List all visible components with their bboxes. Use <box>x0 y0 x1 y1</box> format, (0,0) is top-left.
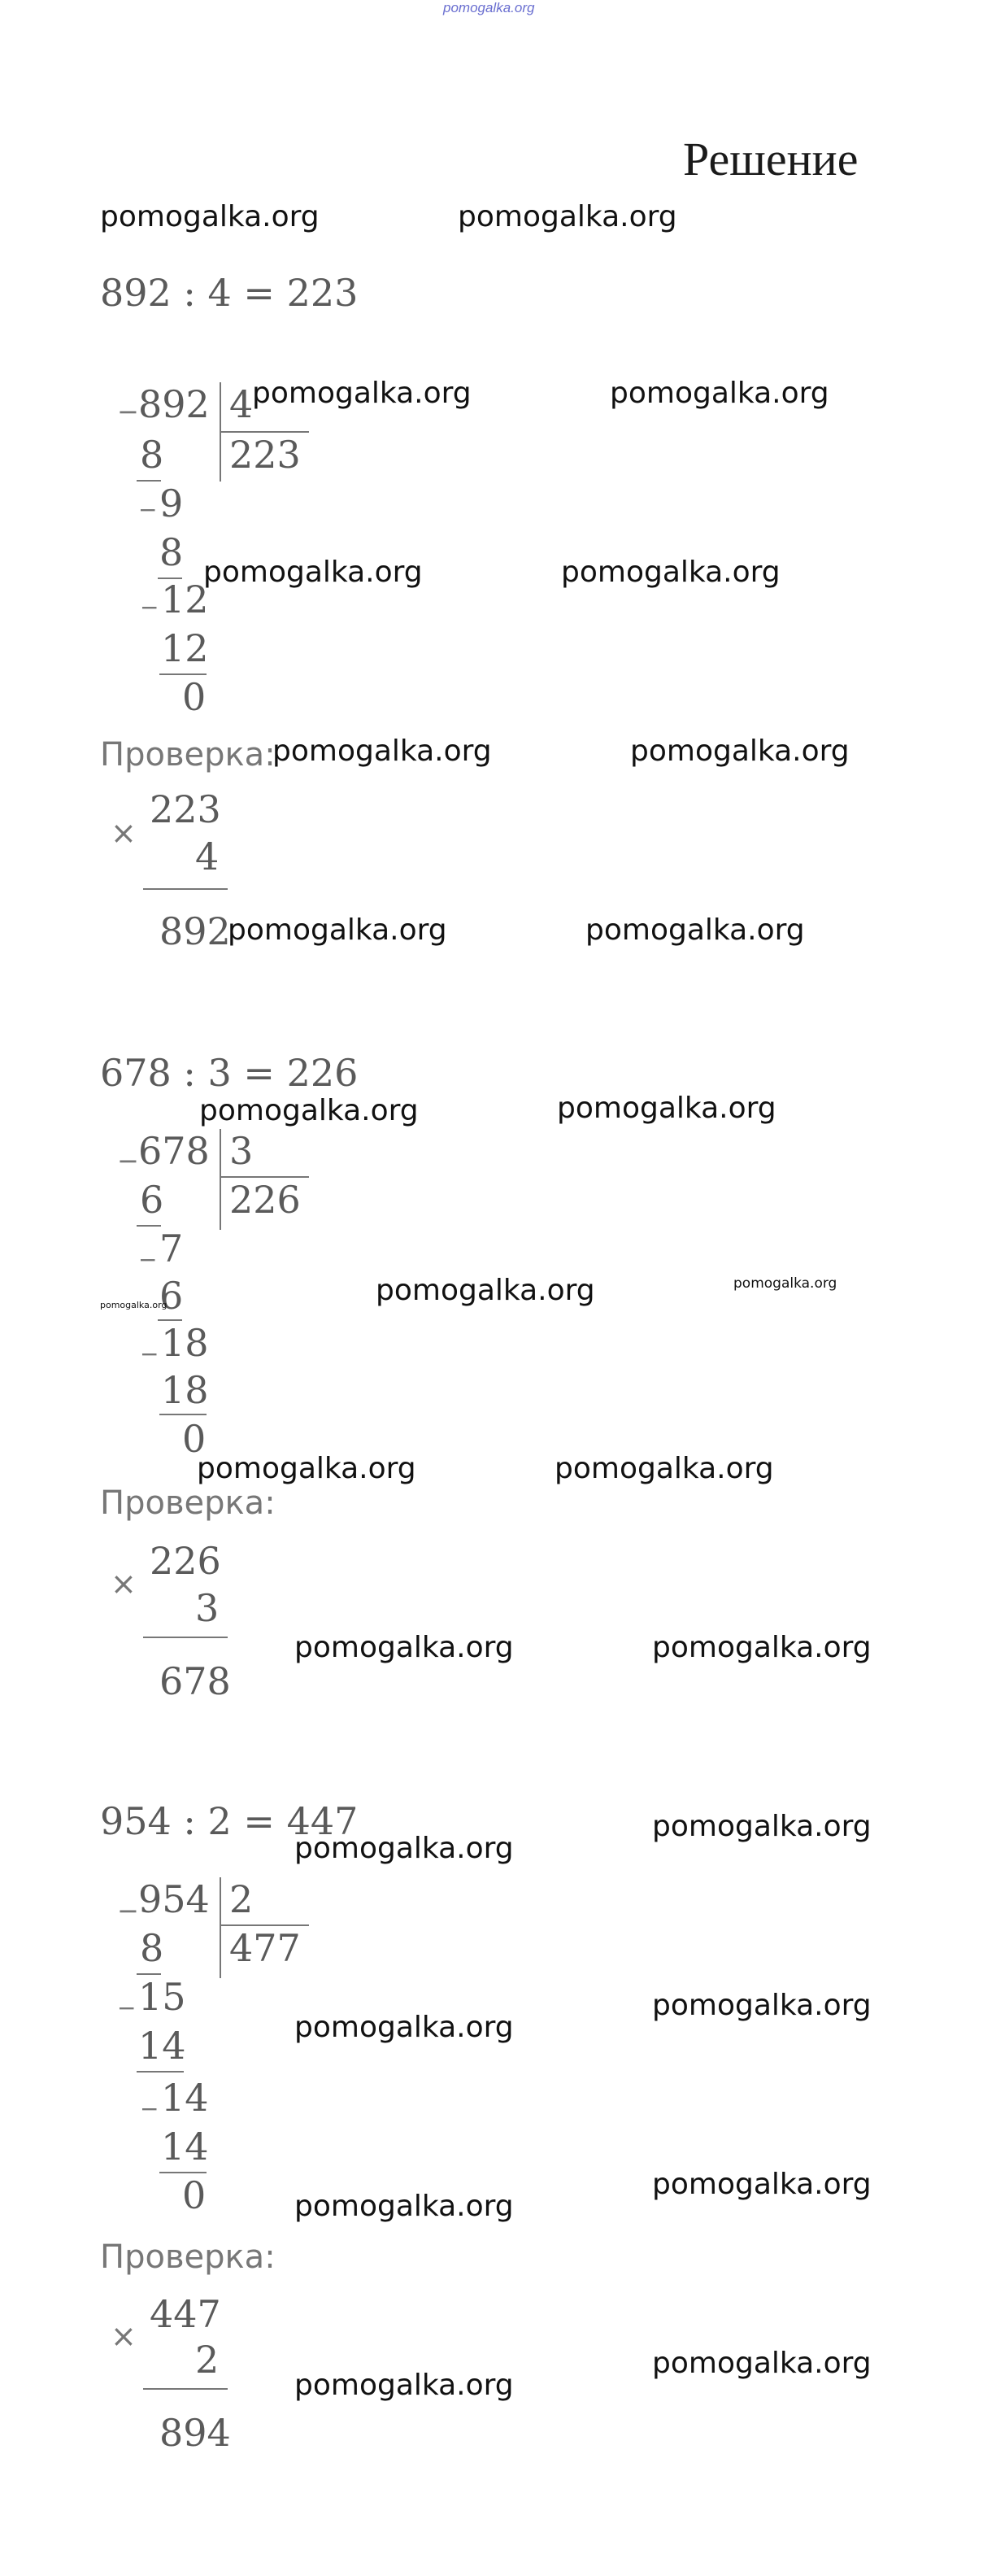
watermark: pomogalka.org <box>294 2190 514 2223</box>
check-bottom: 2 <box>195 2338 220 2382</box>
division-bar <box>220 1877 221 1978</box>
check-line <box>143 2388 228 2390</box>
watermark: pomogalka.org <box>199 1094 419 1127</box>
step-line <box>137 480 161 482</box>
quotient: 477 <box>229 1926 301 1970</box>
watermark: pomogalka.org <box>203 556 423 589</box>
quotient: 223 <box>229 433 301 477</box>
check-result: 894 <box>159 2411 231 2455</box>
watermark: pomogalka.org <box>652 2168 872 2201</box>
watermark: pomogalka.org <box>652 2347 872 2380</box>
step-remainder: 12 <box>161 578 209 621</box>
step-line <box>159 1414 207 1415</box>
minus-sign: − <box>117 1895 139 1926</box>
step-line <box>137 2071 184 2073</box>
watermark: pomogalka.org <box>652 1989 872 2022</box>
watermark: pomogalka.org <box>294 2011 514 2044</box>
step-subtrahend: 8 <box>140 1926 164 1970</box>
watermark: pomogalka.org <box>610 377 829 410</box>
watermark-small: pomogalka.org <box>733 1275 837 1292</box>
final-remainder: 0 <box>182 675 207 719</box>
equation: 954 : 2 = 447 <box>100 1799 359 1843</box>
check-top: 226 <box>150 1539 221 1583</box>
watermark: pomogalka.org <box>585 913 805 947</box>
quotient: 226 <box>229 1178 301 1222</box>
watermark: pomogalka.org <box>557 1092 776 1125</box>
step-subtrahend: 18 <box>161 1368 209 1412</box>
divisor: 2 <box>229 1877 254 1921</box>
step-subtrahend: 14 <box>138 2024 186 2068</box>
minus-sign: − <box>138 1246 158 1273</box>
step-line <box>137 1225 161 1227</box>
check-bottom: 4 <box>195 835 220 878</box>
times-sign: × <box>111 2318 137 2354</box>
minus-sign: − <box>140 1340 159 1367</box>
times-sign: × <box>111 1566 137 1602</box>
check-result: 678 <box>159 1659 231 1703</box>
watermark: pomogalka.org <box>252 377 472 410</box>
minus-sign: − <box>140 2095 159 2122</box>
check-label: Проверка: <box>100 1484 276 1522</box>
step-remainder: 15 <box>138 1975 186 2019</box>
watermark: pomogalka.org <box>561 556 781 589</box>
check-bottom: 3 <box>195 1586 220 1630</box>
equation: 892 : 4 = 223 <box>100 271 359 315</box>
watermark: pomogalka.org <box>294 1631 514 1664</box>
step-remainder: 7 <box>159 1227 184 1271</box>
page-title: Решение <box>683 133 859 185</box>
step-remainder: 18 <box>161 1321 209 1365</box>
check-label: Проверка: <box>100 2238 276 2276</box>
step-subtrahend: 6 <box>159 1274 184 1318</box>
step-subtrahend: 6 <box>140 1178 164 1222</box>
watermark: pomogalka.org <box>652 1810 872 1843</box>
check-result: 892 <box>159 909 231 953</box>
watermark: pomogalka.org <box>555 1452 774 1485</box>
watermark: pomogalka.org <box>228 913 447 947</box>
divisor: 4 <box>229 382 254 426</box>
watermark: pomogalka.org <box>100 200 320 233</box>
top-watermark: pomogalka.org <box>443 0 535 15</box>
watermark: pomogalka.org <box>294 2369 514 2402</box>
check-top: 447 <box>150 2292 221 2336</box>
step-subtrahend: 12 <box>161 626 209 670</box>
dividend: 892 <box>138 382 210 426</box>
minus-sign: − <box>117 1145 139 1176</box>
watermark: pomogalka.org <box>630 734 850 768</box>
minus-sign: − <box>140 594 159 621</box>
minus-sign: − <box>117 396 139 427</box>
step-subtrahend: 8 <box>159 530 184 574</box>
watermark: pomogalka.org <box>376 1274 595 1307</box>
final-remainder: 0 <box>182 2173 207 2217</box>
watermark-small: pomogalka.org <box>100 1300 167 1310</box>
dividend: 678 <box>138 1129 210 1173</box>
check-line <box>143 888 228 890</box>
minus-sign: − <box>117 1994 137 2021</box>
check-label: Проверка: <box>100 736 276 774</box>
times-sign: × <box>111 815 137 851</box>
check-line <box>143 1637 228 1638</box>
step-remainder: 14 <box>161 2076 209 2120</box>
watermark: pomogalka.org <box>272 734 492 768</box>
watermark: pomogalka.org <box>458 200 677 233</box>
watermark: pomogalka.org <box>652 1631 872 1664</box>
step-subtrahend: 8 <box>140 433 164 477</box>
step-subtrahend: 14 <box>161 2125 209 2168</box>
equation: 678 : 3 = 226 <box>100 1051 359 1095</box>
watermark: pomogalka.org <box>197 1452 416 1485</box>
divisor: 3 <box>229 1129 254 1173</box>
final-remainder: 0 <box>182 1417 207 1461</box>
minus-sign: − <box>138 496 158 523</box>
dividend: 954 <box>138 1877 210 1921</box>
watermark: pomogalka.org <box>294 1832 514 1865</box>
check-top: 223 <box>150 787 221 831</box>
step-remainder: 9 <box>159 482 184 525</box>
division-bar <box>220 1129 221 1230</box>
